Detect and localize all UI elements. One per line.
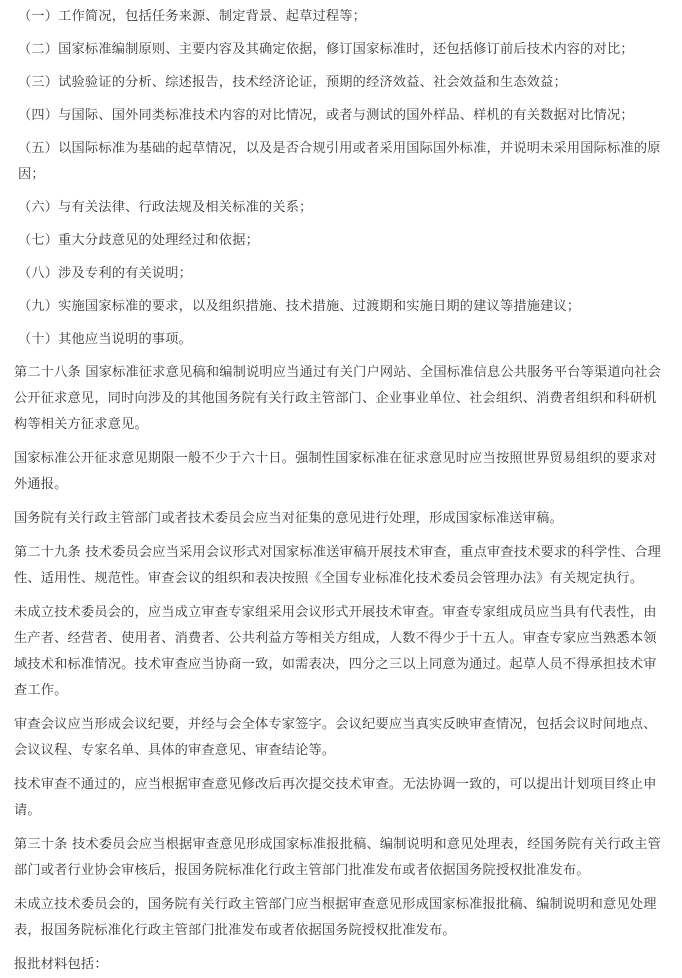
list-item: （二）国家标准编制原则、主要内容及其确定依据，修订国家标准时，还包括修订前后技术内容的对比； bbox=[18, 42, 634, 57]
list-item: （七）重大分歧意见的处理经过和依据； bbox=[18, 233, 259, 248]
list-item: （四）与国际、国外同类标准技术内容的对比情况，或者与测试的国外样品、样机的有关数据对比情况； bbox=[18, 108, 634, 123]
article-28-paragraph: 第二十八条 国家标准征求意见稿和编制说明应当通过有关门户网站、全国标准信息公共服务平台等渠道向社会公开征求意见，同时向涉及的其他国务院有关行政主管部门、企业事业单位、社会组织、消费者组织和科研机构等相关方征求意见。 bbox=[14, 365, 661, 432]
article-30-paragraph: 第三十条 技术委员会应当根据审查意见形成国家标准报批稿、编制说明和意见处理表，经国务院有关行政主管部门或者行业协会审核后，报国务院标准化行政主管部门批准发布或者依据国务院授权批准发布。 bbox=[14, 837, 661, 878]
list-item: （一）工作简况，包括任务来源、制定背景、起草过程等； bbox=[18, 9, 367, 24]
expert-group-paragraph: 未成立技术委员会的，应当成立审查专家组采用会议形式开展技术审查。审查专家组成员应当具有代表性，由生产者、经营者、使用者、消费者、公共利益方等相关方组成，人数不得少于十五人。审查专家应当熟悉本领域技术和标准情况。技术审查应当协商一致，如需表决，四分之三以上同意为通过。起草人员不得承担技术审查工作。 bbox=[14, 605, 657, 698]
list-item: （六）与有关法律、行政法规及相关标准的关系； bbox=[18, 200, 313, 215]
list-item: （八）涉及专利的有关说明； bbox=[18, 266, 193, 281]
meeting-minutes-paragraph: 审查会议应当形成会议纪要，并经与会全体专家签字。会议纪要应当真实反映审查情况，包括会议时间地点、会议议程、专家名单、具体的审查意见、审查结论等。 bbox=[14, 717, 657, 758]
list-item: （十）其他应当说明的事项。 bbox=[18, 332, 193, 347]
comment-period-paragraph: 国家标准公开征求意见期限一般不少于六十日。强制性国家标准在征求意见时应当按照世界贸易组织的要求对外通报。 bbox=[14, 451, 657, 492]
draft-review-paragraph: 国务院有关行政主管部门或者技术委员会应当对征集的意见进行处理，形成国家标准送审稿。 bbox=[14, 511, 563, 526]
review-failed-paragraph: 技术审查不通过的，应当根据审查意见修改后再次提交技术审查。无法协调一致的，可以提出计划项目终止申请。 bbox=[14, 777, 657, 818]
article-29-paragraph: 第二十九条 技术委员会应当采用会议形式对国家标准送审稿开展技术审查，重点审查技术要求的科学性、合理性、适用性、规范性。审查会议的组织和表决按照《全国专业标准化技术委员会管理办法》有关规定执行。 bbox=[14, 545, 661, 586]
list-item: （三）试验验证的分析、综述报告，技术经济论证，预期的经济效益、社会效益和生态效益； bbox=[18, 75, 567, 90]
submission-materials-heading: 报批材料包括： bbox=[14, 957, 108, 972]
no-committee-paragraph: 未成立技术委员会的，国务院有关行政主管部门应当根据审查意见形成国家标准报批稿、编制说明和意见处理表，报国务院标准化行政主管部门批准发布或者依据国务院授权批准发布。 bbox=[14, 897, 657, 938]
list-item: （五）以国际标准为基础的起草情况，以及是否合规引用或者采用国际国外标准，并说明未采用国际标准的原因； bbox=[18, 141, 661, 182]
list-item: （九）实施国家标准的要求，以及组织措施、技术措施、过渡期和实施日期的建议等措施建议； bbox=[18, 299, 581, 314]
